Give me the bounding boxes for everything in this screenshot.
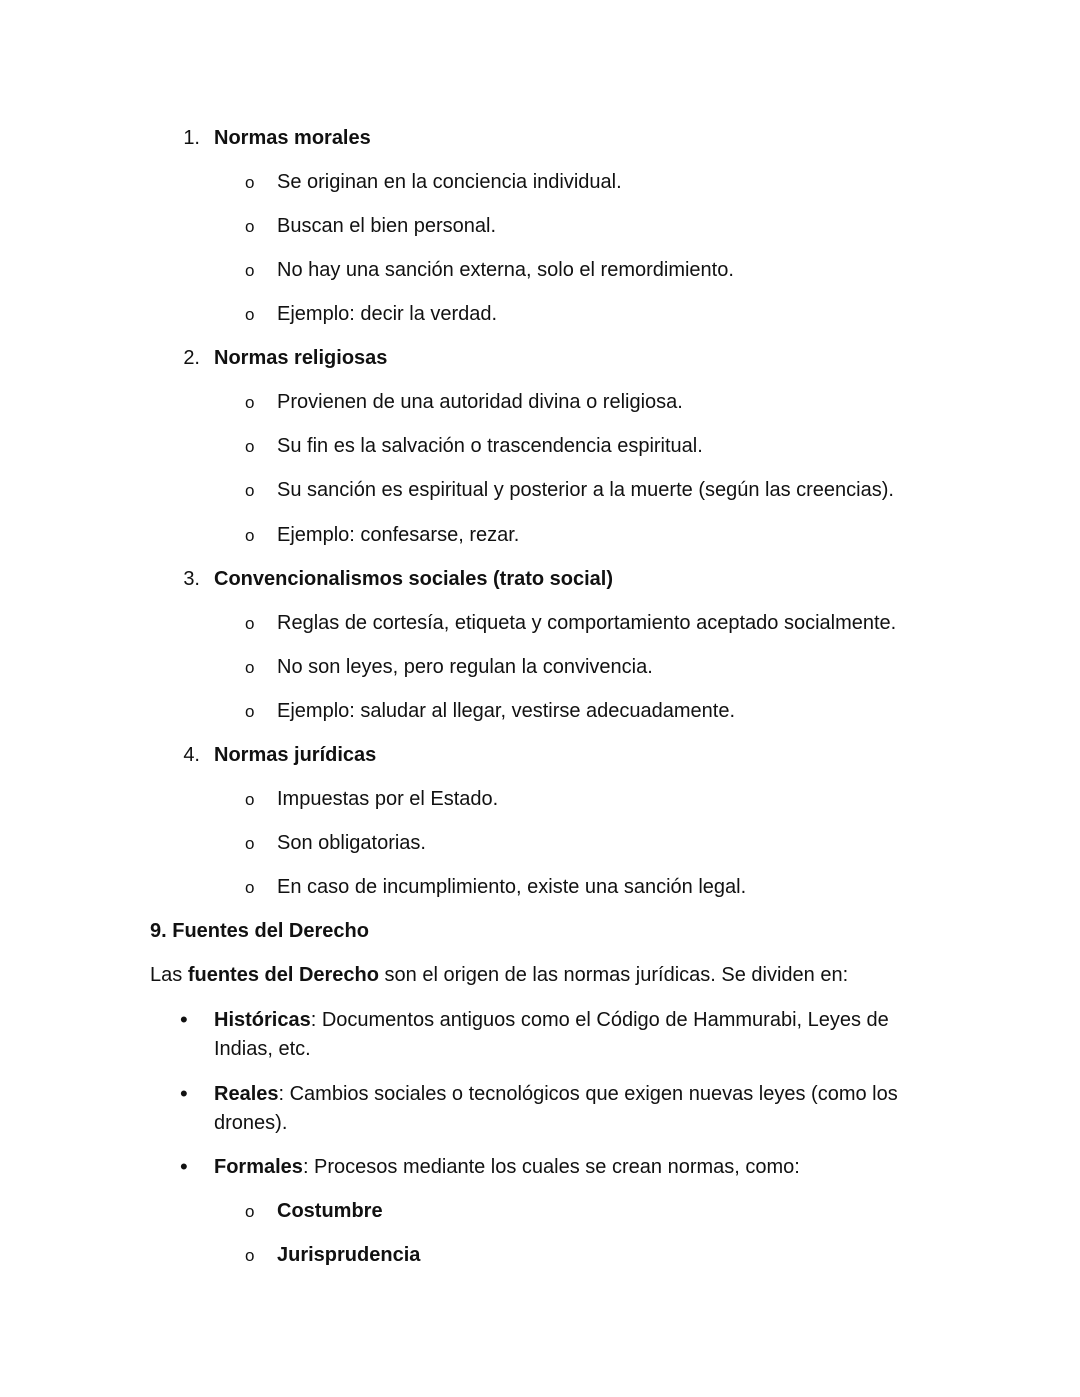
sub-bullet-icon: o [245,1202,255,1221]
sub-bullet-icon: o [245,702,255,721]
sub-bullet-icon: o [245,305,255,324]
sub-bullet-icon: o [245,878,255,897]
source-item: Formales: Procesos mediante los cuales se crean normas, como: [214,1156,800,1178]
list-item: En caso de incumplimiento, existe una sanción legal. [277,876,747,898]
list-item: Su sanción es espiritual y posterior a la muerte (según las creencias). [277,479,894,501]
sub-bullet-icon: o [245,658,255,677]
source-item-continuation: drones). [214,1112,288,1134]
formal-source-item: Jurisprudencia [277,1244,421,1266]
list-title: Normas morales [214,127,371,149]
intro-paragraph: Las fuentes del Derecho son el origen de las normas jurídicas. Se dividen en: [150,964,849,986]
sub-bullet-icon: o [245,790,255,809]
sub-bullet-icon: o [245,614,255,633]
source-item-continuation: Indias, etc. [214,1038,311,1060]
list-item: Son obligatorias. [277,832,426,854]
bullet-icon: • [180,1154,188,1179]
list-number: 1. [183,127,200,149]
list-item: Impuestas por el Estado. [277,788,499,810]
sub-bullet-icon: o [245,393,255,412]
list-item: Ejemplo: decir la verdad. [277,303,498,325]
list-item: Su fin es la salvación o trascendencia espiritual. [277,435,703,457]
bullet-icon: • [180,1081,188,1106]
bullet-icon: • [180,1007,188,1032]
list-item: No hay una sanción externa, solo el remordimiento. [277,259,734,281]
list-number: 3. [183,568,200,590]
list-number: 4. [183,744,200,766]
sub-bullet-icon: o [245,261,255,280]
list-item: Ejemplo: confesarse, rezar. [277,524,520,546]
sub-bullet-icon: o [245,526,255,545]
list-item: Ejemplo: saludar al llegar, vestirse adecuadamente. [277,700,736,722]
sub-bullet-icon: o [245,834,255,853]
sub-bullet-icon: o [245,437,255,456]
list-title: Normas jurídicas [214,744,377,766]
list-number: 2. [183,347,200,369]
list-item: Se originan en la conciencia individual. [277,171,622,193]
list-item: Provienen de una autoridad divina o religiosa. [277,391,683,413]
list-title: Convencionalismos sociales (trato social) [214,568,614,590]
list-item: Reglas de cortesía, etiqueta y comportamiento aceptado socialmente. [277,612,897,634]
sub-bullet-icon: o [245,173,255,192]
sub-bullet-icon: o [245,481,255,500]
sub-bullet-icon: o [245,1246,255,1265]
section-heading: 9. Fuentes del Derecho [150,920,369,942]
sub-bullet-icon: o [245,217,255,236]
list-item: No son leyes, pero regulan la convivencia. [277,656,653,678]
source-item: Históricas: Documentos antiguos como el Código de Hammurabi, Leyes de [214,1009,889,1031]
formal-source-item: Costumbre [277,1200,383,1222]
list-title: Normas religiosas [214,347,388,369]
list-item: Buscan el bien personal. [277,215,497,237]
source-item: Reales: Cambios sociales o tecnológicos que exigen nuevas leyes (como los [214,1083,898,1105]
